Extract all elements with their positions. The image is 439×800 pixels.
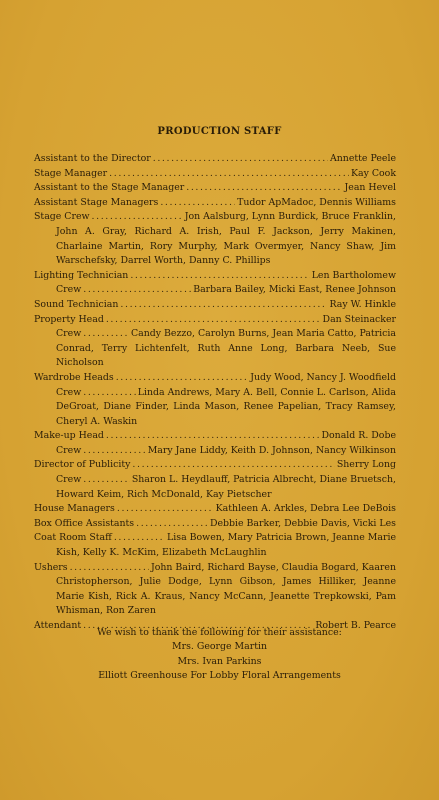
thanks-heading: We wish to thank the following for their assistance: (97, 627, 342, 638)
thanks-name: Mrs. George Martin (171, 641, 268, 653)
dot-leader (130, 269, 309, 284)
credit-names: Len Bartholomew (311, 269, 396, 281)
credit-names: Robert B. Pearce (315, 620, 396, 631)
credit-role: House Managers (34, 503, 115, 515)
credit-names-continued: Howard Keim, Rich McDonald, Kay Pietscher (56, 488, 272, 500)
credit-role: Wardrobe Heads (34, 371, 114, 383)
dot-leader (136, 517, 208, 532)
credit-line (34, 458, 396, 473)
thanks-section (0, 626, 439, 684)
credit-role: Assistant Stage Managers (34, 196, 159, 208)
credit-entry (34, 298, 396, 313)
credit-names: Linda Andrews, Mary A. Bell, Connie L. Carlson, Alida (137, 386, 396, 398)
credit-role: Lighting Technician (34, 269, 129, 281)
credit-role: Stage Manager (34, 167, 108, 179)
credit-names: Kathleen A. Arkles, Debra Lee DeBois (215, 503, 396, 515)
dot-leader (83, 327, 129, 342)
credit-entry (34, 517, 396, 532)
credit-line (34, 298, 396, 313)
dot-leader (106, 313, 321, 328)
credit-line (34, 313, 396, 328)
dot-leader (106, 429, 320, 444)
credit-names: Ray W. Hinkle (329, 298, 396, 310)
credit-role: Stage Crew (34, 211, 90, 223)
credit-line (34, 167, 396, 182)
credit-line (34, 181, 396, 196)
credit-line (34, 152, 396, 167)
credit-names: Tudor ApMadoc, Dennis Williams (237, 196, 396, 208)
dot-leader (114, 531, 165, 546)
credit-line (34, 561, 396, 576)
credit-line (34, 196, 396, 211)
credit-role: Coat Room Staff (34, 532, 112, 544)
credit-entry (34, 371, 396, 386)
credit-line (34, 473, 396, 488)
dot-leader (83, 444, 145, 459)
credit-names: Donald R. Dobe (321, 430, 396, 442)
credit-names-continued: DeGroat, Diane Finder, Linda Mason, Renee Papelian, Tracy Ramsey, Cheryl A. Waskin (56, 401, 396, 427)
dot-leader (92, 210, 183, 225)
credit-names: Mary Jane Liddy, Keith D. Johnson, Nancy Wilkinson (147, 444, 396, 456)
credit-role: Crew (56, 444, 82, 456)
dot-leader (120, 298, 327, 313)
credit-line (34, 327, 396, 342)
credit-role: Box Office Assistants (34, 517, 135, 529)
credit-role: Property Head (34, 313, 104, 325)
dot-leader (117, 502, 214, 517)
credit-entry (34, 152, 396, 167)
credit-entry (34, 210, 396, 268)
credit-names-continued: Christopherson, Julie Dodge, Lynn Gibson, James Hilliker, Jeanne Marie Kish, Rick A. Kraus, Nancy McCann, Jeanette Trepkowski, Pam Whisman, Ron Zaren (56, 576, 396, 617)
credit-line (34, 386, 396, 401)
credit-line (34, 502, 396, 517)
dot-leader (109, 167, 349, 182)
credit-names: Jon Aalsburg, Lynn Burdick, Bruce Franklin, (184, 211, 396, 223)
credit-names: Annette Peele (330, 153, 396, 164)
dot-leader (70, 561, 149, 576)
dot-leader (132, 458, 334, 473)
credit-entry (34, 429, 396, 444)
credit-role: Attendant (34, 620, 82, 631)
credit-line (34, 429, 396, 444)
credit-role: Ushers (34, 561, 68, 573)
credit-line (34, 517, 396, 532)
credit-names-continued: Conrad, Terry Lichtenfelt, Ruth Anne Long, Barbara Neeb, Sue Nicholson (56, 342, 396, 369)
dot-leader (83, 473, 130, 488)
credit-names: Candy Bezzo, Carolyn Burns, Jean Maria Catto, Patricia (130, 328, 396, 340)
dot-leader (160, 196, 235, 211)
credits-list (34, 152, 396, 634)
credit-role: Director of Publicity (34, 459, 131, 471)
credit-line (34, 269, 396, 284)
credit-entry (34, 327, 396, 371)
credit-entry (34, 502, 396, 517)
credit-names: Barbara Bailey, Micki East, Renee Johnson (193, 284, 396, 296)
dot-leader (186, 181, 342, 196)
credit-names: Kay Cook (350, 167, 396, 179)
credit-entry (34, 561, 396, 619)
credit-role: Assistant to the Stage Manager (34, 182, 185, 194)
credit-entry (34, 473, 396, 502)
credit-line (34, 531, 396, 546)
credit-names: Judy Wood, Nancy J. Woodfield (250, 371, 396, 383)
credit-entry (34, 196, 396, 211)
credit-role: Assistant to the Director (34, 153, 151, 164)
dot-leader (116, 371, 249, 386)
credit-names: Sherry Long (336, 459, 396, 471)
credit-entry (34, 313, 396, 328)
credit-role: Crew (56, 386, 82, 398)
dot-leader (83, 283, 191, 298)
credit-names-continued: Kish, Kelly K. McKim, Elizabeth McLaughlin (56, 547, 267, 559)
dot-leader (83, 386, 136, 401)
credit-line (34, 444, 396, 459)
thanks-name: Elliott Greenhouse For Lobby Floral Arrangements (98, 670, 341, 682)
thanks-name: Mrs. Ivan Parkins (177, 655, 262, 667)
credit-names: Debbie Barker, Debbie Davis, Vicki Les (209, 517, 396, 529)
credit-names: Lisa Bowen, Mary Patricia Brown, Jeanne Marie (167, 532, 396, 544)
credit-role: Crew (56, 284, 82, 296)
credit-entry (34, 458, 396, 473)
credit-entry (34, 269, 396, 284)
credit-entry (34, 444, 396, 459)
credit-role: Sound Technician (34, 298, 119, 310)
credit-role: Make-up Head (34, 430, 104, 442)
credit-role: Crew (56, 474, 82, 486)
credit-role: Crew (56, 328, 82, 340)
credit-names: John Baird, Richard Bayse, Claudia Bogard, Kaaren (150, 561, 396, 573)
credit-entry (34, 386, 396, 430)
credit-line (34, 371, 396, 386)
credit-entry (34, 181, 396, 196)
credit-names: Jean Hevel (344, 182, 396, 194)
credit-line (34, 210, 396, 225)
credit-entry (34, 167, 396, 182)
credit-names: Dan Steinacker (322, 313, 396, 325)
credit-entry (34, 283, 396, 298)
credit-names: Sharon L. Heydlauff, Patricia Albrecht, Diane Bruetsch, (131, 474, 396, 486)
credit-names-continued: John A. Gray, Richard A. Irish, Paul F. Jackson, Jerry Makinen, Charlaine Martin, Rory Murphy, Mark Overmyer, Nancy Shaw, Jim Warschefsky, Darrel Worth, Danny C. Phillips (56, 225, 396, 267)
credit-entry (34, 531, 396, 560)
page-title: PRODUCTION STAFF (157, 126, 282, 137)
dot-leader (153, 152, 328, 167)
credit-line (34, 283, 396, 298)
